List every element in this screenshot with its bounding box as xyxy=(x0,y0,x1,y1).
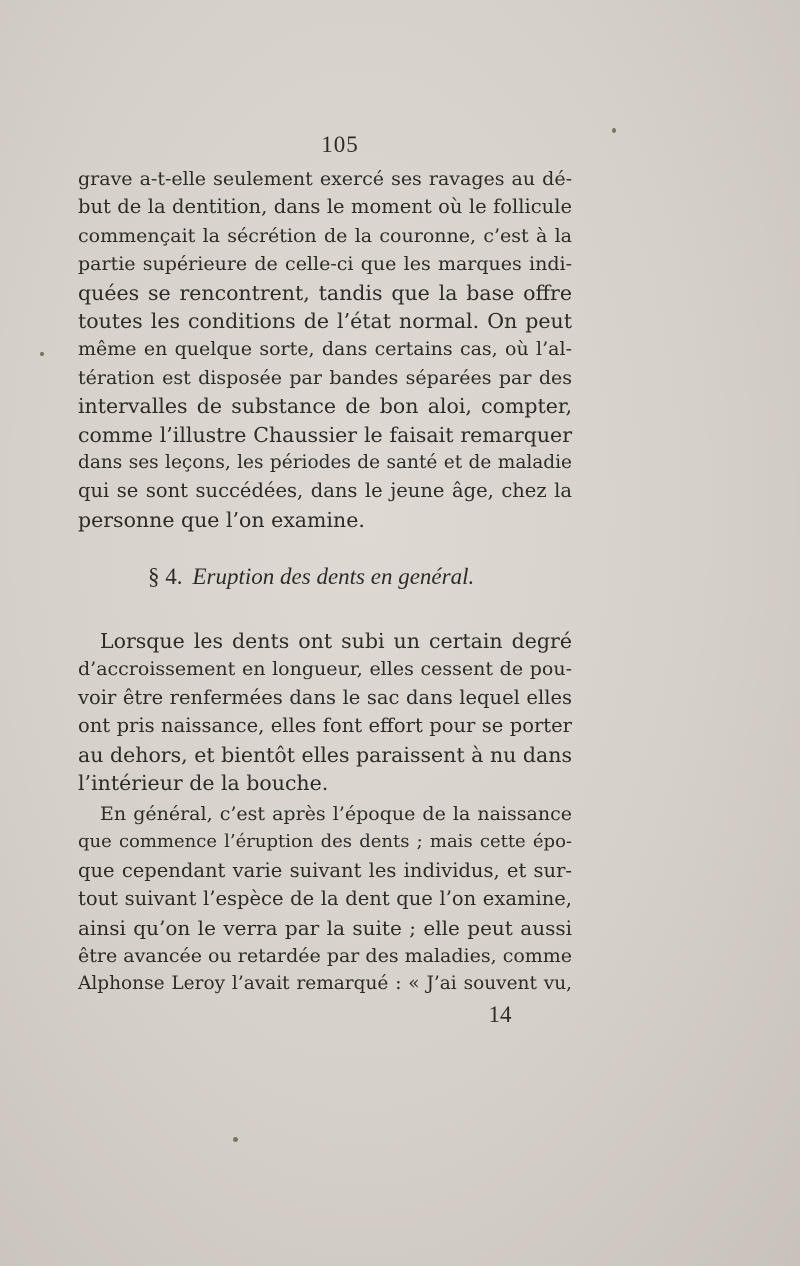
text-line: Alphonse Leroy l’avait remarqué : « J’ai souvent vu, xyxy=(78,973,572,995)
paragraph xyxy=(78,800,572,999)
text-line: partie supérieure de celle-ci que les marques indi- xyxy=(78,253,572,276)
text-line: être avancée ou retardée par des maladies, comme xyxy=(78,944,573,967)
text-line: En général, c’est après l’époque de la naissance xyxy=(100,803,572,825)
text-line: Lorsque les dents ont subi un certain degré xyxy=(100,629,572,653)
text-line: d’accroissement en longueur, elles cessent de pou- xyxy=(78,658,572,681)
text-line: au dehors, et bientôt elles paraissent à nu dans xyxy=(78,742,572,767)
text-line: tération est disposée par bandes séparées par des xyxy=(78,366,572,389)
text-line: l’intérieur de la bouche. xyxy=(78,770,329,795)
page-number: 105 xyxy=(321,132,359,157)
text-line: dans ses leçons, les périodes de santé et de maladie xyxy=(78,451,572,473)
text-line: intervalles de substance de bon aloi, compter, xyxy=(78,394,572,419)
text-line: même en quelque sorte, dans certains cas, où l’al- xyxy=(78,338,572,361)
text-line: grave a-t-elle seulement exercé ses ravages au dé- xyxy=(78,168,572,190)
text-line: tout suivant l’espèce de la dent que l’on examine, xyxy=(78,887,572,911)
signature-mark: 14 xyxy=(488,1002,512,1027)
section-number: § 4. xyxy=(148,564,183,589)
text-line: voir être renfermées dans le sac dans lequel elles xyxy=(78,685,572,709)
text-line: que commence l’éruption des dents ; mais cette épo- xyxy=(78,831,572,853)
foxing-spot xyxy=(612,128,616,133)
text-line: but de la dentition, dans le moment où le follicule xyxy=(78,195,572,219)
text-line: quées se rencontrent, tandis que la base offre xyxy=(78,280,572,305)
paragraph xyxy=(78,627,572,797)
text-line: commençait la sécrétion de la couronne, c’est à la xyxy=(78,224,572,247)
section-heading xyxy=(148,564,548,590)
section-title: Eruption des dents en genéral. xyxy=(192,564,475,589)
text-line: ainsi qu’on le verra par la suite ; elle peut aussi xyxy=(78,915,572,940)
paragraph-continuation xyxy=(78,165,572,534)
text-line: que cependant varie suivant les individus, et sur- xyxy=(78,858,572,882)
text-line: personne que l’on examine. xyxy=(78,507,365,532)
text-line: toutes les conditions de l’état normal. On peut xyxy=(78,308,572,333)
foxing-spot xyxy=(233,1137,238,1142)
text-line: qui se sont succédées, dans le jeune âge, chez la xyxy=(78,479,572,503)
foxing-spot xyxy=(40,352,44,356)
text-line: ont pris naissance, elles font effort pour se porter xyxy=(78,714,572,738)
text-line: comme l’illustre Chaussier le faisait remarquer xyxy=(78,422,572,447)
